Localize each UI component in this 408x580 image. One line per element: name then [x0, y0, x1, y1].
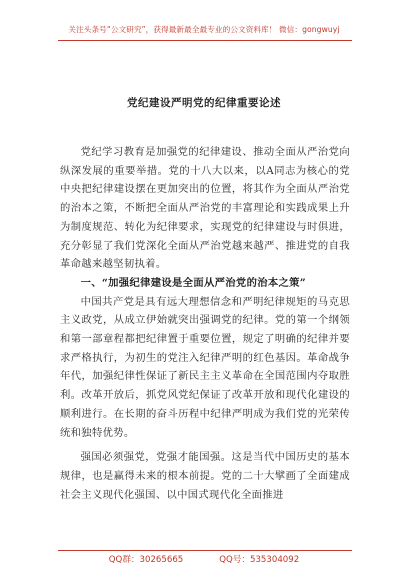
document-title: 党纪建设严明党的纪律重要论述: [127, 97, 281, 109]
header-banner: 关注头条号“公文研究”，获得最新最全最专业的公文资料库！ 微信：gongwuyj: [68, 25, 340, 34]
paragraph-strong-party: 强国必须强党，党强才能国强。这是当代中国历史的基本规律，也是赢得未来的根本前提。党的二十大擘画了全面建成社会主义现代化强国、以中国式现代化全面推进: [60, 451, 350, 501]
document-body: [60, 143, 350, 504]
section-heading-1: 一、“加强纪律建设是全面从严治党的治本之策”: [80, 276, 307, 289]
footer-contact: [0, 553, 408, 565]
header-divider: [58, 40, 352, 41]
footer-qq-number: QQ号：535304092: [219, 555, 300, 565]
paragraph-history: 中国共产党是具有远大理想信念和严明纪律规矩的马克思主义政党，从成立伊始就突出强调党的纪律。党的第一个纲领和第一部章程都把纪律置于重要位置，规定了明确的纪律并要求严格执行，为初生的党注入纪律严明的红色基因。革命战争年代，加强纪律性保证了新民主主义革命在全国范围内夺取胜利。改革开放后，抓党风党纪保证了改革开放和现代化建设的顺利进行。在长期的奋斗历程中纪律严明成为我们党的光荣传统和独特优势。: [60, 295, 350, 439]
paragraph-intro: 党纪学习教育是加强党的纪律建设、推动全面从严治党向纵深发展的重要举措。党的十八大以来，以A同志为核心的党中央把纪律建设摆在更加突出的位置，将其作为全面从严治党的治本之策，不断把全面从严治党的丰富理论和实践成果上升为制度规范、转化为纪律要求，实现党的纪律建设与时俱进，充分彰显了我们党深化全面从严治党越来越严、推进党的自我革命越来越坚韧执着。: [60, 146, 350, 271]
footer-divider: [58, 550, 352, 551]
footer-qq-group: QQ群：30265665: [108, 555, 184, 565]
